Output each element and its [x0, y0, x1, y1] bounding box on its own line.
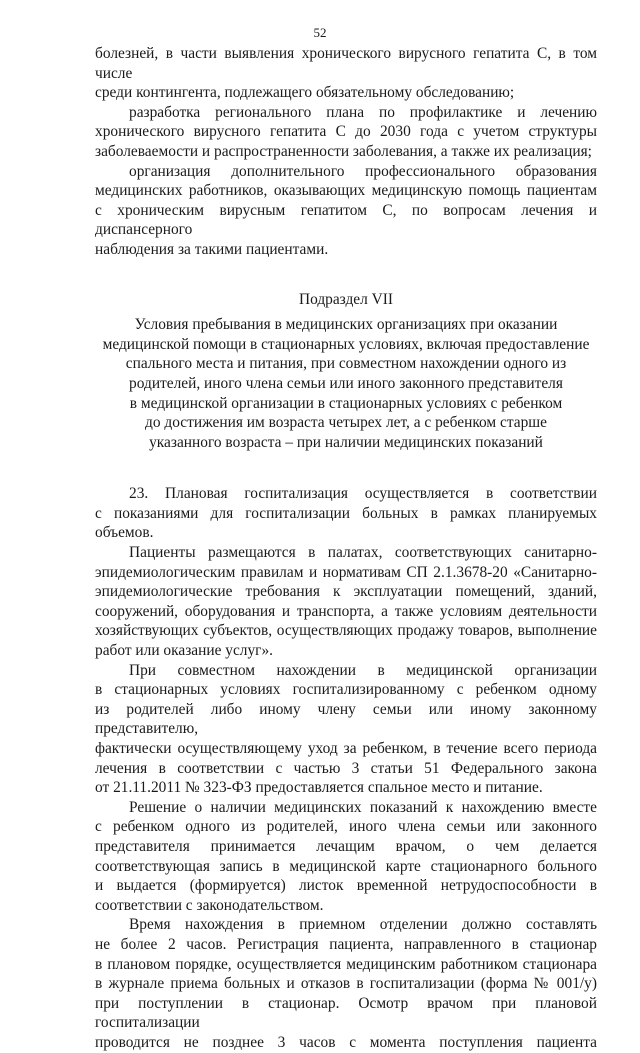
subsection-label: Подраздел VII: [298, 290, 394, 308]
time-line: Время нахождения в приемном отделении должно составлять: [129, 916, 597, 934]
para-23-line: 23. Плановая госпитализация осуществляется в соответствии: [129, 485, 597, 503]
intro-line: среди контингента, подлежащего обязательному обследованию;: [95, 84, 515, 102]
time-line: при поступлении в стационар. Осмотр врачом при плановой госпитализации: [95, 994, 597, 1032]
joint-stay-line: фактически осуществляющему уход за ребенком, в течение всего периода: [95, 740, 597, 757]
subsection-title-line: в медицинской организации в стационарных условиях с ребенком: [129, 394, 563, 412]
placement-line: эпидемиологические требования к эксплуатации помещений, зданий,: [95, 583, 597, 601]
placement-line: эпидемиологическим правилам и нормативам СП 2.1.3678-20 «Санитарно-: [95, 563, 597, 581]
time-line: в плановом порядке, осуществляется медицинским работником стационара: [95, 955, 597, 973]
plan-line: хронического вирусного гепатита С до 2030 года с учетом структуры: [95, 123, 597, 141]
placement-line: Пациенты размещаются в палатах, соответствующих санитарно-: [129, 544, 597, 562]
training-line: организация дополнительного профессионального образования: [129, 162, 597, 180]
training-line: с хроническим вирусным гепатитом С, по вопросам лечения и диспансерного: [95, 201, 597, 239]
joint-stay-line: из родителей либо иному члену семьи или иному законному представителю,: [95, 700, 597, 738]
joint-stay-line: от 21.11.2011 № 323-ФЗ предоставляется спальное место и питание.: [95, 779, 543, 797]
decision-line: Решение о наличии медицинских показаний к нахождению вместе: [129, 798, 597, 816]
decision-line: и выдается (формируется) листок временной нетрудоспособности в: [95, 877, 597, 895]
page-number: 52: [313, 25, 327, 40]
decision-line: с ребенком одного из родителей, иного члена семьи или законного: [95, 818, 597, 836]
subsection-title-line: Условия пребывания в медицинских организациях при оказании: [134, 316, 558, 334]
plan-line: заболеваемости и распространенности заболевания, а также их реализация;: [95, 142, 592, 160]
decision-line: соответствующая запись в медицинской карте стационарного больного: [95, 857, 597, 875]
placement-line: работ или оказание услуг».: [95, 642, 274, 660]
decision-line: представителя принимается лечащим врачом, о чем делается: [95, 837, 597, 855]
placement-line: хозяйствующих субъектов, осуществляющих продажу товаров, выполнение: [95, 622, 597, 640]
plan-line: разработка регионального плана по профилактике и лечению: [129, 103, 597, 121]
subsection-title-line: указанного возраста – при наличии медицинских показаний: [149, 433, 543, 451]
subsection-title-line: спального места и питания, при совместном нахождении одного из: [125, 355, 567, 373]
document-body: [95, 44, 597, 1053]
training-line: наблюдения за такими пациентами.: [95, 240, 329, 258]
para-23-line: с показаниями для госпитализации больных в рамках планируемых объемов.: [95, 504, 597, 542]
joint-stay-line: в стационарных условиях госпитализированному с ребенком одному: [95, 681, 597, 699]
joint-stay-line: лечения в соответствии с частью 3 статьи 51 Федерального закона: [95, 759, 597, 777]
subsection-title-line: медицинской помощи в стационарных условиях, включая предоставление: [102, 335, 590, 353]
decision-line: соответствии с законодательством.: [95, 896, 324, 914]
subsection-title-line: родителей, иного члена семьи или иного законного представителя: [129, 374, 563, 392]
intro-line: болезней, в части выявления хронического вирусного гепатита С, в том числе: [95, 45, 597, 82]
time-line: проводится не позднее 3 часов с момента поступления пациента: [95, 1033, 597, 1051]
training-line: медицинских работников, оказывающих медицинскую помощь пациентам: [95, 182, 597, 200]
subsection-title-line: до достижения им возраста четырех лет, а с ребенком старше: [145, 414, 547, 432]
time-line: не более 2 часов. Регистрация пациента, направленного в стационар: [95, 935, 597, 953]
joint-stay-line: При совместном нахождении в медицинской организации: [129, 661, 597, 679]
time-line: в журнале приема больных и отказов в госпитализации (форма № 001/у): [95, 975, 597, 993]
placement-line: сооружений, оборудования и транспорта, а также условиям деятельности: [95, 602, 597, 620]
